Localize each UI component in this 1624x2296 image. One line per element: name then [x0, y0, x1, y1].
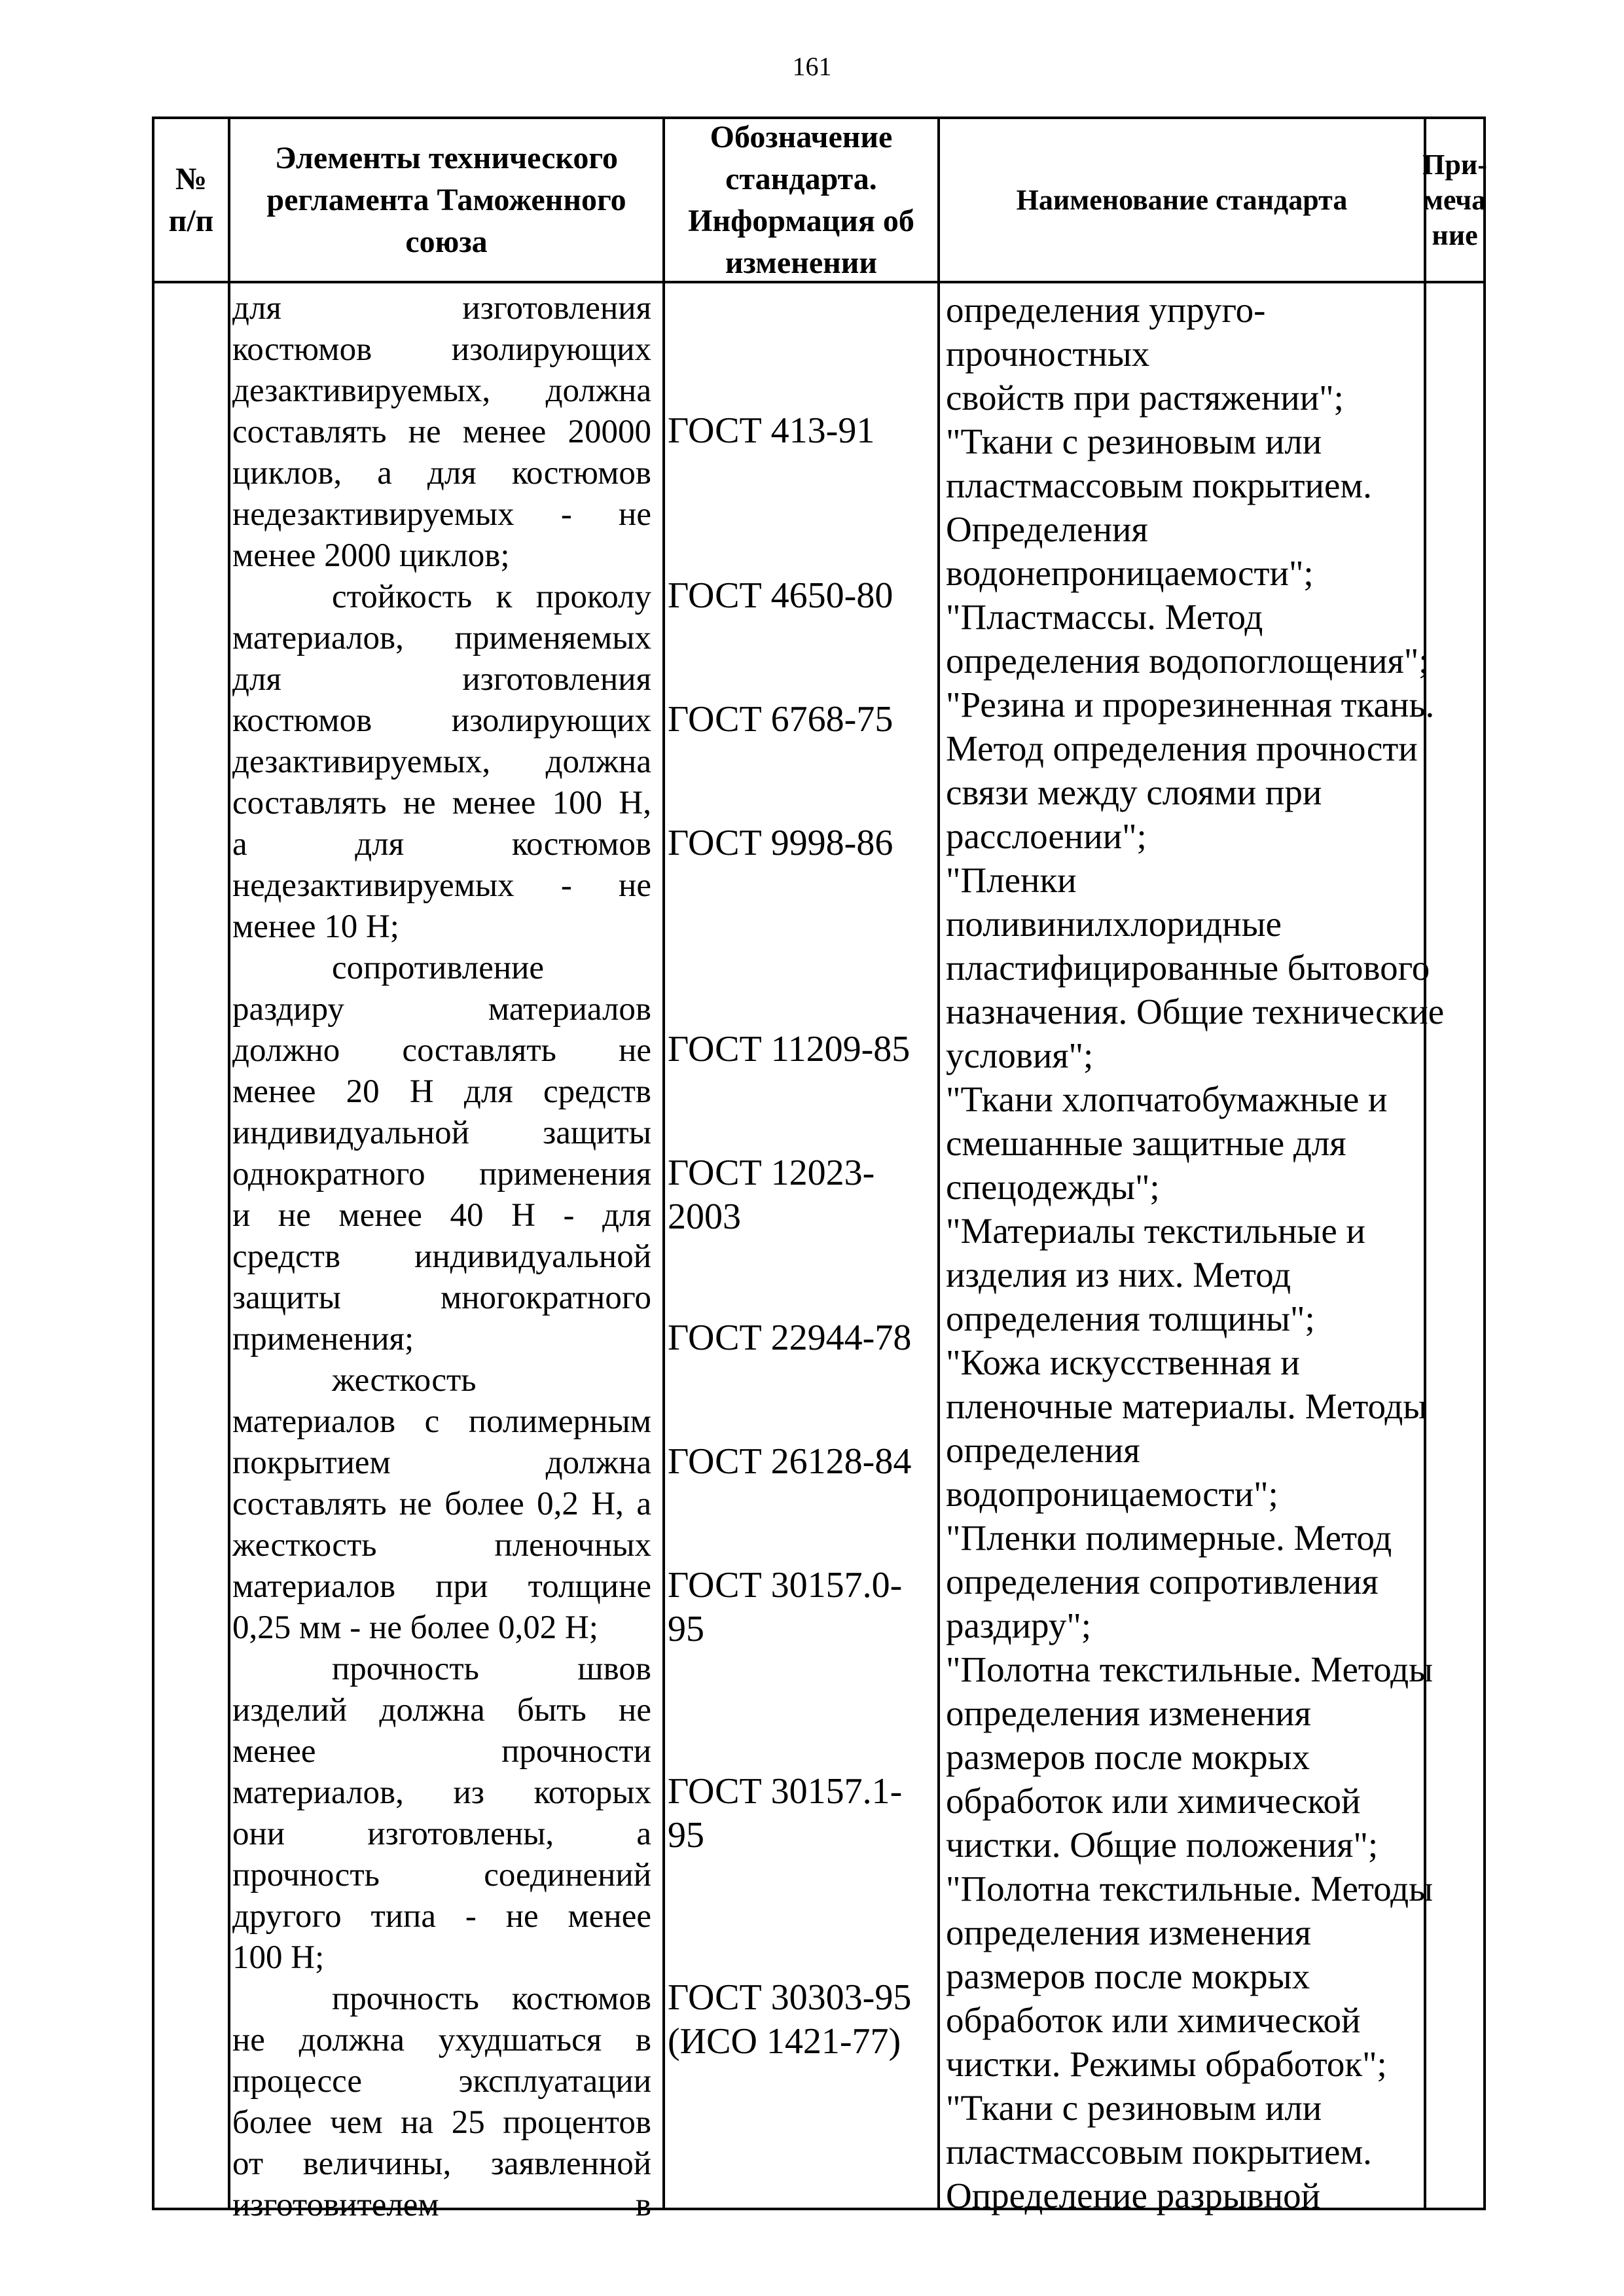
elements-line: недезактивируемых - не [232, 496, 651, 533]
elements-line: материалов при толщине [232, 1568, 651, 1605]
col-separator-2 [662, 117, 665, 2210]
col-separator-3 [937, 117, 940, 2210]
standard-name-line: спецодежды"; [946, 1167, 1160, 1207]
standard-name-line: "Ткани с резиновым или [946, 2088, 1322, 2128]
standard-name-line: обработок или химической [946, 2000, 1361, 2040]
elements-line: костюмов изолирующих [232, 702, 651, 739]
standard-name-line: пластмассовым покрытием. [946, 465, 1372, 505]
elements-line: материалов с полимерным [232, 1403, 651, 1440]
elements-line: процессе эксплуатации [232, 2063, 651, 2100]
standard-name-line: определения сопротивления [946, 1562, 1379, 1602]
page-number: 161 [792, 52, 832, 81]
standard-designation: ГОСТ 30303-95 (ИСО 1421-77) [668, 1977, 912, 2062]
elements-line: менее прочности [232, 1733, 651, 1770]
standard-name-line: связи между слоями при [946, 772, 1322, 812]
elements-line: недезактивируемых - не [232, 867, 651, 904]
header-name-text: Наименование стандарта [1016, 183, 1348, 216]
standard-name-line: смешанные защитные для [946, 1123, 1346, 1163]
standard-name-line: "Полотна текстильные. Методы [946, 1869, 1434, 1909]
standard-name-line: "Ткани хлопчатобумажные и [946, 1079, 1388, 1119]
standard-name-line: раздиру"; [946, 1605, 1092, 1645]
elements-line: для изготовления [232, 290, 651, 327]
elements-line: прочность соединений [232, 1857, 651, 1893]
standard-designation: ГОСТ 6768-75 [668, 699, 893, 740]
elements-line: стойкость к проколу [332, 579, 651, 615]
standard-name-line: Метод определения прочности [946, 728, 1418, 768]
standard-name-line: "Пленки [946, 860, 1077, 900]
standards-table [152, 117, 1487, 2223]
header-elements [230, 119, 662, 281]
elements-line: материалов, из которых [232, 1774, 651, 1811]
elements-line: средств индивидуальной [232, 1238, 651, 1275]
standard-designation: ГОСТ 4650-80 [668, 575, 893, 616]
elements-line: для изготовления [232, 661, 651, 698]
standard-name-line: поливинилхлоридные [946, 904, 1282, 944]
standard-name-line: определения изменения [946, 1693, 1311, 1733]
elements-line: однократного применения [232, 1156, 651, 1193]
elements-line: от величины, заявленной [232, 2145, 651, 2182]
elements-line: жесткость [332, 1362, 477, 1399]
elements-line: составлять не менее 20000 [232, 414, 651, 450]
header-designation-text: Обозначение стандарта. Информация об изменении [688, 119, 914, 280]
elements-line: и не менее 40 Н - для [232, 1197, 651, 1234]
elements-line: изготовителем в [232, 2187, 651, 2223]
standard-name-line: свойств при растяжении"; [946, 378, 1344, 418]
elements-line: материалов, применяемых [232, 620, 651, 656]
standard-name-line: размеров после мокрых [946, 1737, 1310, 1777]
elements-line: жесткость пленочных [232, 1527, 651, 1564]
standard-name-line: пленочные материалы. Методы [946, 1386, 1428, 1426]
standard-name-line: изделия из них. Метод [946, 1255, 1291, 1295]
standard-designation: ГОСТ 9998-86 [668, 823, 893, 863]
elements-line: прочность швов [332, 1651, 651, 1687]
standard-designation: ГОСТ 30157.0- 95 [668, 1565, 903, 1649]
standard-name-line: определения изменения [946, 1912, 1311, 1952]
standard-name-line: определения упруго- [946, 290, 1266, 330]
header-num-text: № п/п [168, 161, 214, 238]
elements-line: 100 Н; [232, 1939, 325, 1976]
standard-name-line: обработок или химической [946, 1781, 1361, 1821]
elements-line: прочность костюмов [332, 1981, 651, 2017]
standard-designation: ГОСТ 26128-84 [668, 1441, 912, 1482]
standard-name-line: чистки. Общие положения"; [946, 1825, 1379, 1865]
elements-line: защиты многократного [232, 1280, 651, 1316]
standard-name-line: чистки. Режимы обработок"; [946, 2044, 1387, 2084]
standard-name-line: Определение разрывной [946, 2176, 1321, 2215]
elements-line: менее 20 Н для средств [232, 1073, 651, 1110]
header-note-text: При- меча ние [1422, 148, 1487, 251]
elements-line: должно составлять не [232, 1032, 651, 1069]
standard-name-line: условия"; [946, 1035, 1094, 1075]
standard-name-line: пластмассовым покрытием. [946, 2132, 1372, 2172]
table-border-left [152, 117, 154, 2210]
standard-name-line: "Пластмассы. Метод [946, 597, 1263, 637]
elements-line: костюмов изолирующих [232, 331, 651, 368]
header-designation [665, 119, 937, 281]
elements-line: менее 2000 циклов; [232, 537, 510, 574]
elements-line: не должна ухудшаться в [232, 2022, 651, 2058]
standard-designation: ГОСТ 12023- 2003 [668, 1153, 875, 1237]
col-separator-1 [228, 117, 230, 2210]
elements-line: составлять не менее 100 Н, [232, 785, 651, 821]
elements-line: составлять не более 0,2 Н, а [232, 1486, 651, 1522]
header-elements-text: Элементы технического регламента Таможенного союза [266, 140, 626, 259]
elements-line: циклов, а для костюмов [232, 455, 651, 492]
elements-line: дезактивируемых, должна [232, 372, 651, 409]
standard-name-line: определения водопоглощения"; [946, 641, 1429, 681]
elements-line: они изготовлены, а [232, 1816, 651, 1852]
standard-designation: ГОСТ 30157.1- 95 [668, 1771, 903, 1856]
header-name [940, 119, 1424, 281]
elements-line: изделий должна быть не [232, 1692, 651, 1729]
standard-name-line: "Ткани с резиновым или [946, 422, 1322, 461]
standard-name-line: прочностных [946, 334, 1150, 374]
standard-name-line: "Резина и прорезиненная ткань. [946, 685, 1435, 725]
elements-line: применения; [232, 1321, 414, 1357]
standard-name-line: водопроницаемости"; [946, 1474, 1278, 1514]
standard-name-line: Определения [946, 509, 1148, 549]
standard-designation: ГОСТ 413-91 [668, 410, 875, 451]
standard-name-line: водонепроницаемости"; [946, 553, 1314, 593]
standard-name-line: размеров после мокрых [946, 1956, 1310, 1996]
elements-line: покрытием должна [232, 1444, 651, 1481]
standard-name-column [946, 288, 1489, 2217]
elements-column [232, 288, 651, 2226]
standard-name-line: "Кожа искусственная и [946, 1342, 1300, 1382]
standard-name-line: "Пленки полимерные. Метод [946, 1518, 1392, 1558]
elements-line: а для костюмов [232, 826, 651, 863]
elements-line: индивидуальной защиты [232, 1115, 651, 1151]
elements-line: 0,25 мм - не более 0,02 Н; [232, 1609, 598, 1646]
elements-line: дезактивируемых, должна [232, 744, 651, 780]
standard-name-line: пластифицированные бытового [946, 948, 1430, 988]
elements-line: раздиру материалов [232, 991, 651, 1028]
standard-designation: ГОСТ 22944-78 [668, 1318, 912, 1358]
elements-line: более чем на 25 процентов [232, 2104, 651, 2141]
header-note [1422, 119, 1487, 281]
standard-name-line: расслоении"; [946, 816, 1147, 856]
elements-line: сопротивление [332, 950, 545, 986]
elements-line: другого типа - не менее [232, 1898, 651, 1935]
standard-name-line: назначения. Общие технические [946, 992, 1445, 1031]
standard-name-line: определения [946, 1430, 1140, 1470]
standard-name-line: определения толщины"; [946, 1299, 1315, 1338]
header-num [154, 119, 228, 281]
standard-designation: ГОСТ 11209-85 [668, 1029, 911, 1069]
standard-name-line: "Материалы текстильные и [946, 1211, 1365, 1251]
elements-line: менее 10 Н; [232, 908, 399, 945]
standard-name-line: "Полотна текстильные. Методы [946, 1649, 1434, 1689]
